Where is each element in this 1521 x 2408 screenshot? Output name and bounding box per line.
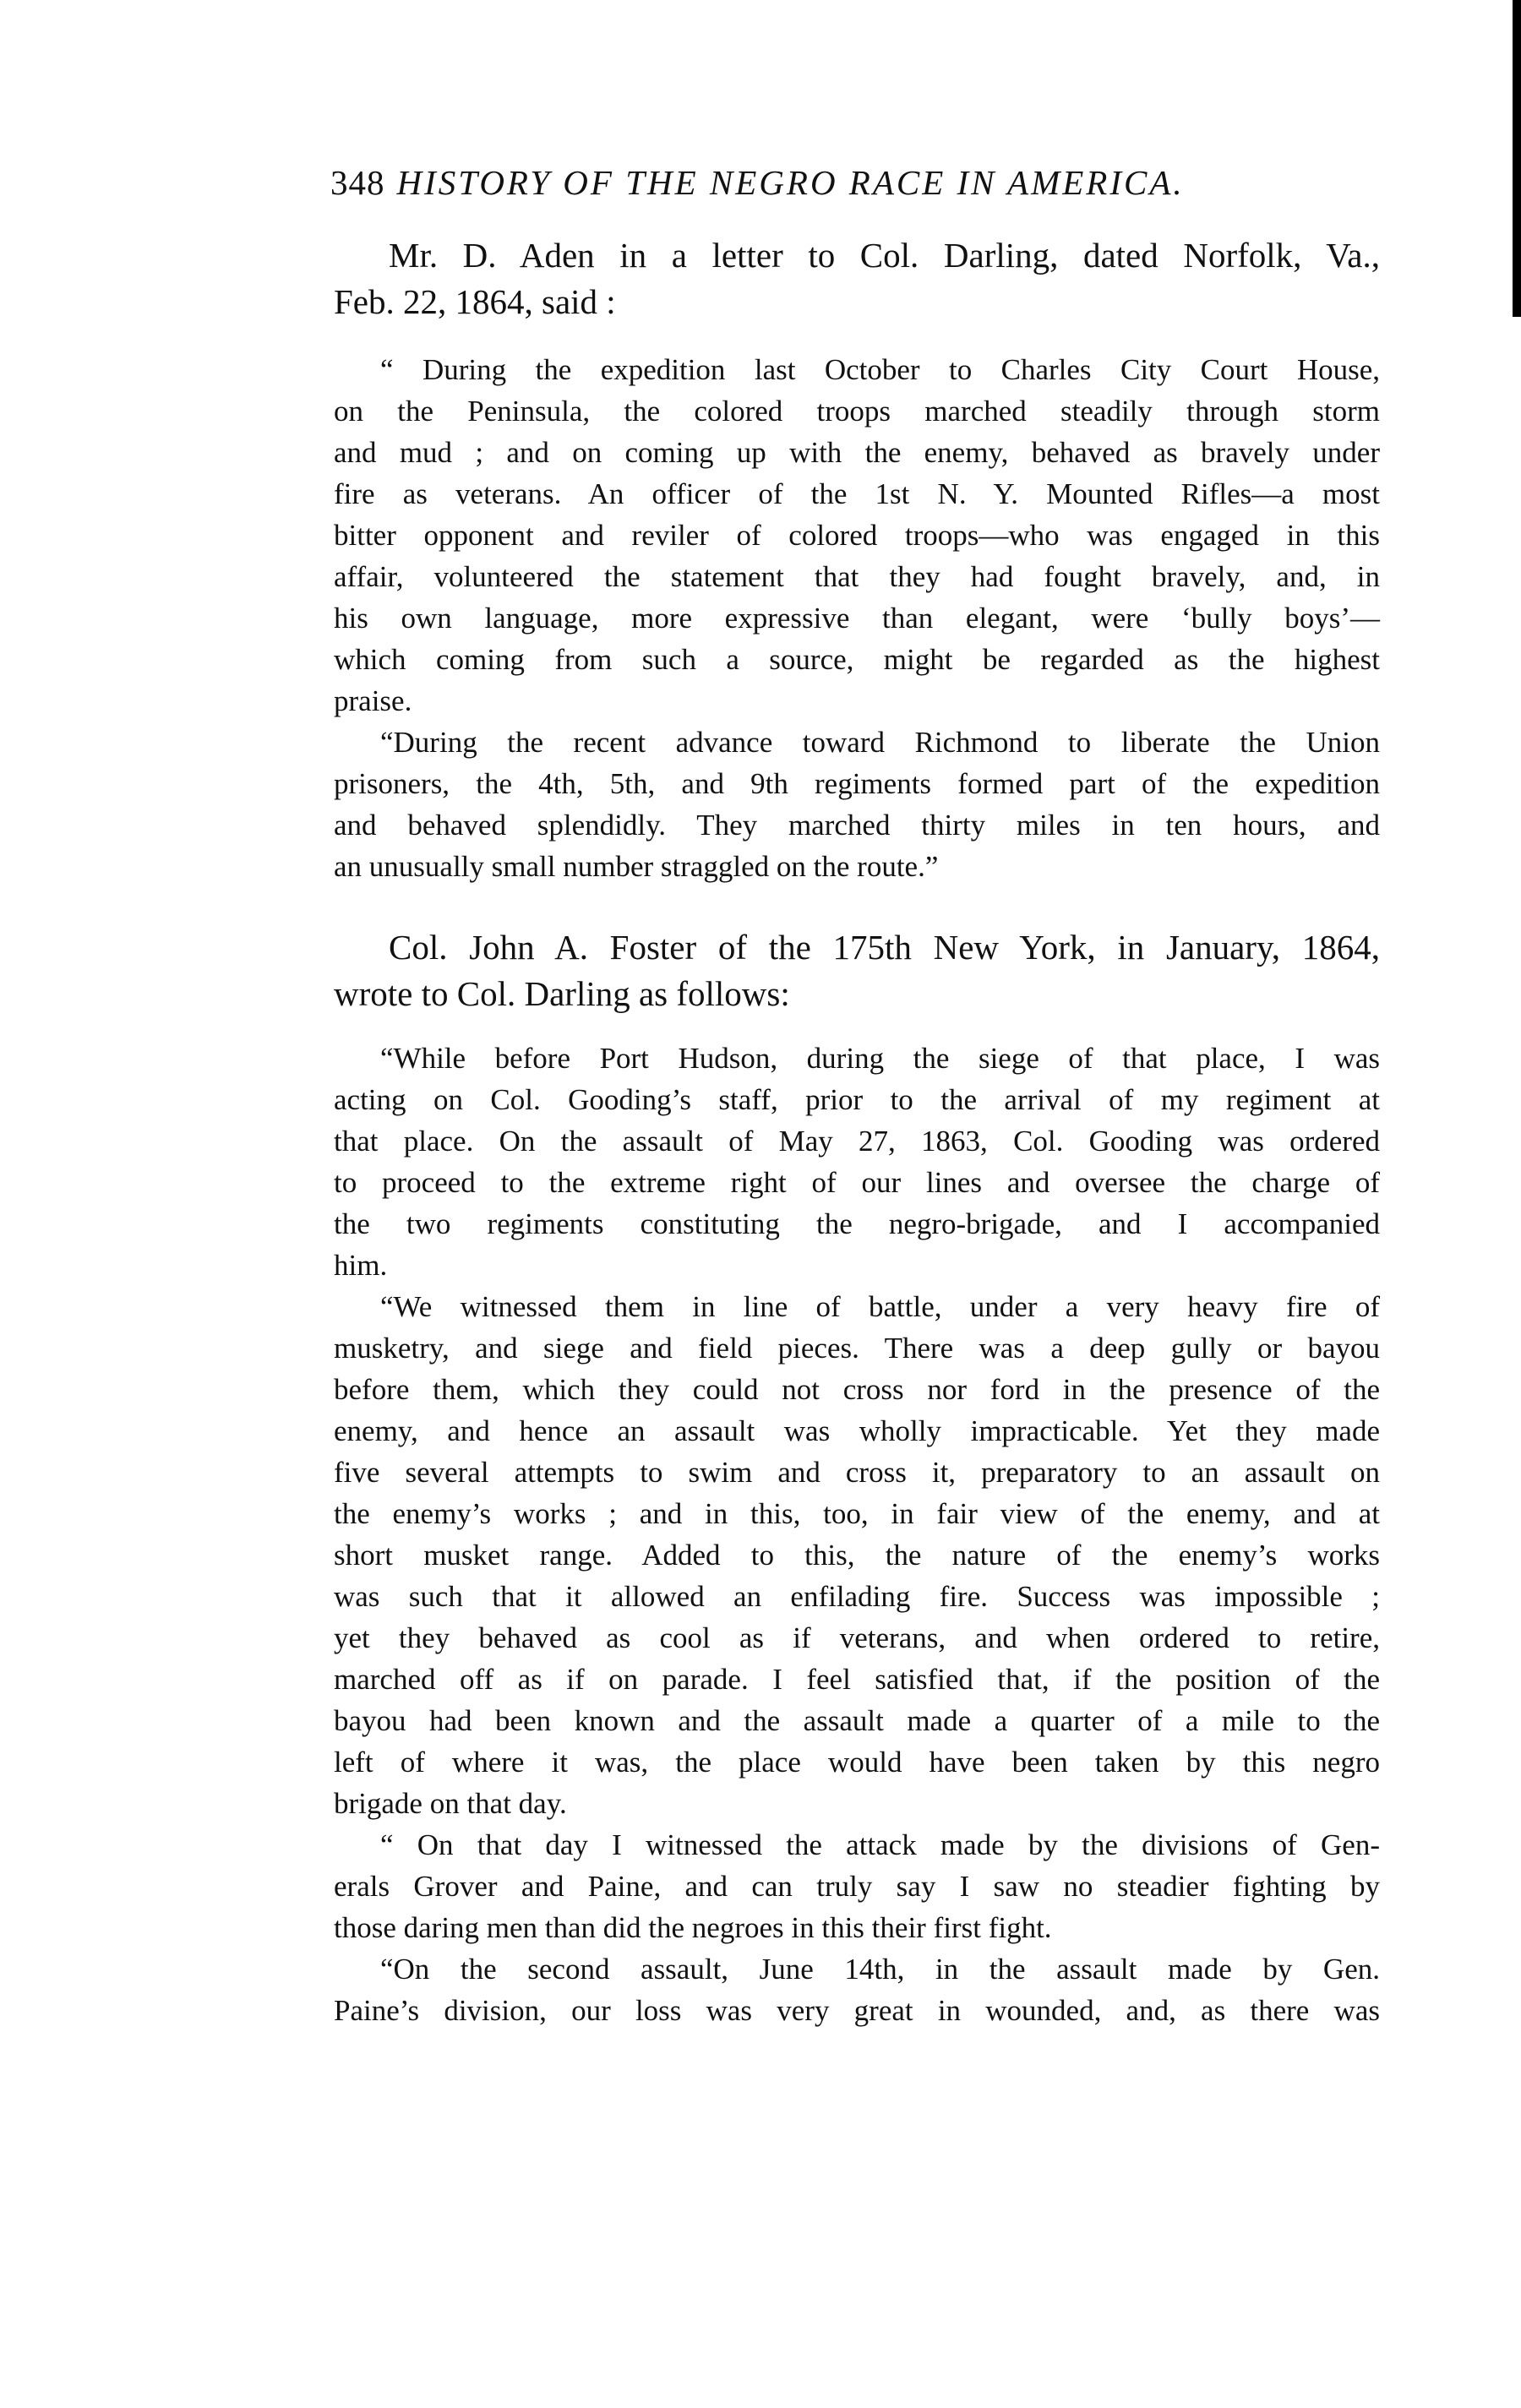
quote-line: erals Grover and Paine, and can truly say I saw no steadier fighting by bbox=[334, 1870, 1380, 1903]
quote-line: before them, which they could not cross nor ford in the presence of the bbox=[334, 1373, 1380, 1406]
quote-line: those daring men than did the negroes in this their first fight. bbox=[334, 1911, 1052, 1944]
quote-line: marched off as if on parade. I feel satisfied that, if the position of the bbox=[334, 1663, 1380, 1696]
quote-line: “ During the expedition last October to Charles City Court House, bbox=[380, 353, 1380, 386]
intro-line: Col. John A. Foster of the 175th New York, in January, 1864, bbox=[389, 928, 1380, 967]
intro-line: Mr. D. Aden in a letter to Col. Darling, dated Norfolk, Va., bbox=[389, 236, 1380, 275]
quote-line: fire as veterans. An officer of the 1st N. Y. Mounted Rifles—a most bbox=[334, 477, 1380, 510]
quote-line: to proceed to the extreme right of our lines and oversee the charge of bbox=[334, 1166, 1380, 1199]
quote-line: prisoners, the 4th, 5th, and 9th regiments formed part of the expedition bbox=[334, 767, 1380, 800]
quote-line: “On the second assault, June 14th, in the assault made by Gen. bbox=[380, 1953, 1380, 1986]
scan-edge-shadow bbox=[1513, 0, 1521, 317]
quote-line: which coming from such a source, might be regarded as the highest bbox=[334, 643, 1380, 676]
quote-line: the two regiments constituting the negro-brigade, and I accompanied bbox=[334, 1207, 1380, 1240]
quote-line: an unusually small number straggled on the route.” bbox=[334, 850, 939, 883]
quote-line: that place. On the assault of May 27, 1863, Col. Gooding was ordered bbox=[334, 1125, 1380, 1158]
quote-line: “During the recent advance toward Richmond to liberate the Union bbox=[380, 726, 1380, 759]
quote-line: was such that it allowed an enfilading fire. Success was impossible ; bbox=[334, 1580, 1380, 1613]
intro-line: wrote to Col. Darling as follows: bbox=[334, 974, 790, 1013]
quote-line: “ On that day I witnessed the attack made by the divisions of Gen- bbox=[380, 1828, 1380, 1861]
quote-line: Paine’s division, our loss was very great in wounded, and, as there was bbox=[334, 1994, 1380, 2027]
quote-line: musketry, and siege and field pieces. There was a deep gully or bayou bbox=[334, 1332, 1380, 1365]
running-header bbox=[330, 162, 1185, 203]
quote-line: his own language, more expressive than elegant, were ‘bully boys’— bbox=[334, 602, 1380, 635]
page-number: 348 bbox=[330, 163, 385, 202]
quote-line: praise. bbox=[334, 684, 412, 717]
quote-line: acting on Col. Gooding’s staff, prior to the arrival of my regiment at bbox=[334, 1083, 1380, 1116]
quote-line: five several attempts to swim and cross it, preparatory to an assault on bbox=[334, 1456, 1380, 1489]
running-title: HISTORY OF THE NEGRO RACE IN AMERICA. bbox=[396, 163, 1185, 202]
quote-line: and mud ; and on coming up with the enemy, behaved as bravely under bbox=[334, 436, 1380, 469]
quote-line: affair, volunteered the statement that they had fought bravely, and, in bbox=[334, 560, 1380, 593]
quote-line: yet they behaved as cool as if veterans, and when ordered to retire, bbox=[334, 1621, 1380, 1654]
quote-line: bitter opponent and reviler of colored troops—who was engaged in this bbox=[334, 519, 1380, 552]
quote-line: brigade on that day. bbox=[334, 1787, 567, 1820]
quote-line: and behaved splendidly. They marched thirty miles in ten hours, and bbox=[334, 809, 1380, 842]
quote-line: on the Peninsula, the colored troops marched steadily through storm bbox=[334, 395, 1380, 428]
quote-line: bayou had been known and the assault made a quarter of a mile to the bbox=[334, 1704, 1380, 1737]
quote-line: the enemy’s works ; and in this, too, in fair view of the enemy, and at bbox=[334, 1497, 1380, 1530]
quote-line: “While before Port Hudson, during the siege of that place, I was bbox=[380, 1042, 1380, 1075]
quote-line: short musket range. Added to this, the nature of the enemy’s works bbox=[334, 1539, 1380, 1572]
quote-line: enemy, and hence an assault was wholly impracticable. Yet they made bbox=[334, 1414, 1380, 1447]
intro-line: Feb. 22, 1864, said : bbox=[334, 282, 616, 321]
quote-line: “We witnessed them in line of battle, under a very heavy fire of bbox=[380, 1290, 1380, 1323]
quote-line: left of where it was, the place would have been taken by this negro bbox=[334, 1746, 1380, 1779]
quote-line: him. bbox=[334, 1249, 388, 1282]
